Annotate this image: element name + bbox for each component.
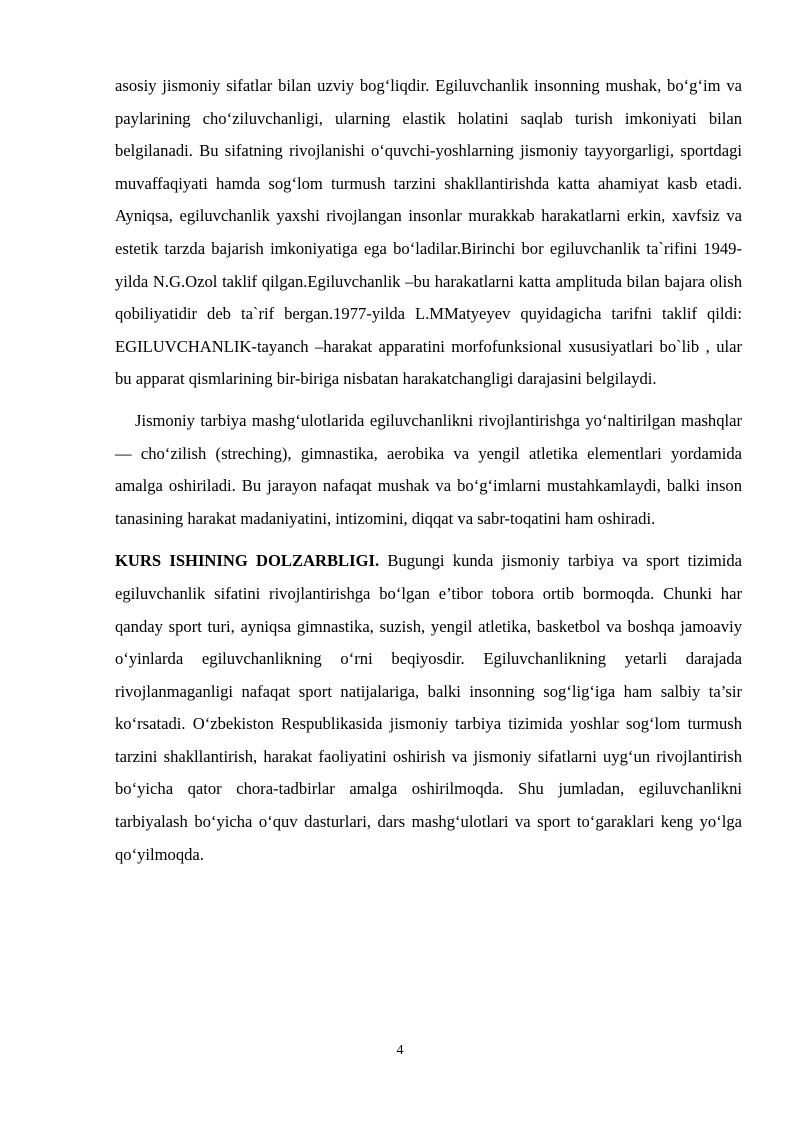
paragraph-exercises bbox=[115, 405, 742, 535]
paragraph-relevance-text: Bugungi kunda jismoniy tarbiya va sport tizimida egiluvchanlik sifatini rivojlantirishga bo‘lgan e’tibor tobora ortib bormoqda. Chunki har qanday sport turi, ayniqsa gimnastika, suzish, yengil atletika, basketbol va boshqa jamoaviy o‘yinlarda egiluvchanlikning o‘rni beqiyosdir. Egiluvchanlikning yetarli darajada rivojlanmaganligi nafaqat sport natijalariga, balki insonning sog‘lig‘iga ham salbiy ta’sir ko‘rsatadi. O‘zbekiston Respublikasida jismoniy tarbiya tizimida yoshlar sog‘lom turmush tarzini shakllantirish, harakat faoliyatini oshirish va jismoniy sifatlarni uyg‘un rivojlantirish bo‘yicha qator chora-tadbirlar amalga oshirilmoqda. Shu jumladan, egiluvchanlikni tarbiyalash bo‘yicha o‘quv dasturlari, dars mashg‘ulotlari va sport to‘garaklari keng yo‘lga qo‘yilmoqda. bbox=[115, 551, 742, 864]
paragraph-intro-text: asosiy jismoniy sifatlar bilan uzviy bog‘liqdir. Egiluvchanlik insonning mushak, bo‘g‘im va paylarining cho‘ziluvchanligi, ularning elastik holatini saqlab turish imkoniyati bilan belgilanadi. Bu sifatning rivojlanishi o‘quvchi-yoshlarning jismoniy tayyorgarligi, sportdagi muvaffaqiyati hamda sog‘lom turmush tarzini shakllantirishda katta ahamiyat kasb etadi. Ayniqsa, egiluvchanlik yaxshi rivojlangan insonlar murakkab harakatlarni erkin, xavfsiz va estetik tarzda bajarish imkoniyatiga ega bo‘ladilar.Birinchi bor egiluvchanlik ta`rifini 1949-yilda N.G.Ozol taklif qilgan.Egiluvchanlik –bu harakatlarni katta amplituda bilan bajara olish qobiliyatidir deb ta`rif bergan.1977-yilda L.MMatyeyev quyidagicha tarifni taklif qildi: EGILUVCHANLIK-tayanch –harakat apparatini morfofunksional xususiyatlari bo`lib , ular bu apparat qismlarining bir-biriga nisbatan harakatchangligi darajasini belgilaydi. bbox=[115, 76, 742, 389]
paragraph-intro bbox=[115, 70, 742, 396]
section-heading: KURS ISHINING DOLZARBLIGI. bbox=[115, 551, 380, 571]
paragraph-exercises-text: Jismoniy tarbiya mashg‘ulotlarida egiluvchanlikni rivojlantirishga yo‘naltirilgan mashqlar — cho‘zilish (streching), gimnastika, aerobika va yengil atletika elementlari yordamida amalga oshiriladi. Bu jarayon nafaqat mushak va bo‘g‘imlarni mustahkamlaydi, balki inson tanasining harakat madaniyatini, intizomini, diqqat va sabr-toqatini ham oshiradi. bbox=[115, 410, 742, 528]
paragraph-relevance bbox=[115, 545, 742, 871]
document-page bbox=[115, 70, 742, 871]
page-number: 4 bbox=[396, 1043, 404, 1058]
